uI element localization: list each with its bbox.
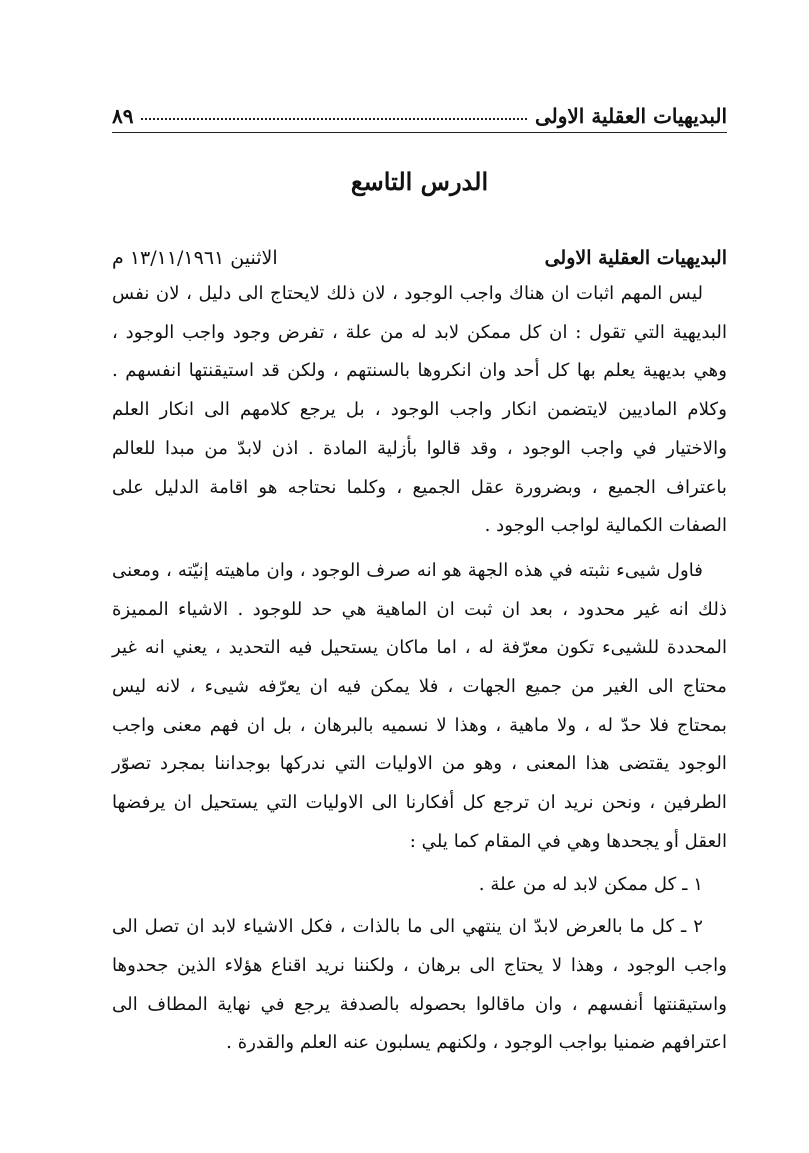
list-item-2: ٢ ـ كل ما بالعرض لابدّ ان ينتهي الى ما بالذات ، فكل الاشياء لابد ان تصل الى واجب الوجود ، وهذا لا يحتاج الى برهان ، ولكننا نريد اقناع هؤلاء الذين جحدوها واستيقنتها أنفسهم ، وان ماقالوا بحصوله بالصدفة يرجع في نهاية المطاف الى اعترافهم ضمنيا بواجب الوجود ، ولكنهم يسلبون عنه العلم والقدرة . <box>112 916 727 1054</box>
lesson-date: الاثنين ١٣/١١/١٩٦١ م <box>112 247 278 269</box>
paragraph-2: فاول شيىء نثبته في هذه الجهة هو انه صرف الوجود ، وان ماهيته إنيّته ، ومعنى ذلك انه غير محدود ، بعد ان ثبت ان الماهية هي حد للوجود . الاشياء المميزة المحددة للشيىء تكون معرّفة له ، اما ماكان يستحيل فيه التحديد ، يعني انه غير محتاج الى الغير من جميع الجهات ، فلا يمكن فيه ان يعرّفه شيىء ، لانه ليس بمحتاج فلا حدّ له ، ولا ماهية ، وهذا لا نسميه بالبرهان ، بل ان فهم معنى واجب الوجود يقتضى هذا المعنى ، وهو من الاوليات التي ندركها بوجداننا بمجرد تصوّر الطرفين ، ونحن نريد ان ترجع كل أفكارنا الى الاوليات التي يستحيل ان يرفضها العقل أو يجحدها وهي في المقام كما يلي : <box>112 559 727 852</box>
dotted-leader <box>141 118 526 120</box>
paragraph-1: ليس المهم اثبات ان هناك واجب الوجود ، لان ذلك لايحتاج الى دليل ، لان نفس البديهية التي تقول : ان كل ممكن لابد له من علة ، تفرض وجود واجب الوجود ، وهي بديهية يعلم بها كل أحد وان انكروها بالسنتهم ، ولكن قد استيقنتها انفسهم . وكلام الماديين لايتضمن انكار واجب الوجود ، بل يرجع كلامهم الى انكار العلم والاختيار في واجب الوجود ، وقد قالوا بأزلية المادة . اذن لابدّ من مبدا للعالم باعتراف الجميع ، وبضرورة عقل الجميع ، وكلما نحتاجه هو اقامة الدليل على الصفات الكمالية لواجب الوجود . <box>112 283 727 537</box>
running-header <box>112 88 727 133</box>
running-title: البديهيات العقلية الاولى <box>534 104 727 128</box>
lesson-title: الدرس التاسع <box>350 167 489 196</box>
body-text <box>112 275 727 1063</box>
page-number: ٨٩ <box>112 104 134 128</box>
lesson-topic: البديهيات العقلية الاولى <box>544 247 727 269</box>
list-item-1: ١ ـ كل ممكن لابد له من علة . <box>478 873 703 895</box>
lesson-subheader <box>112 247 727 269</box>
